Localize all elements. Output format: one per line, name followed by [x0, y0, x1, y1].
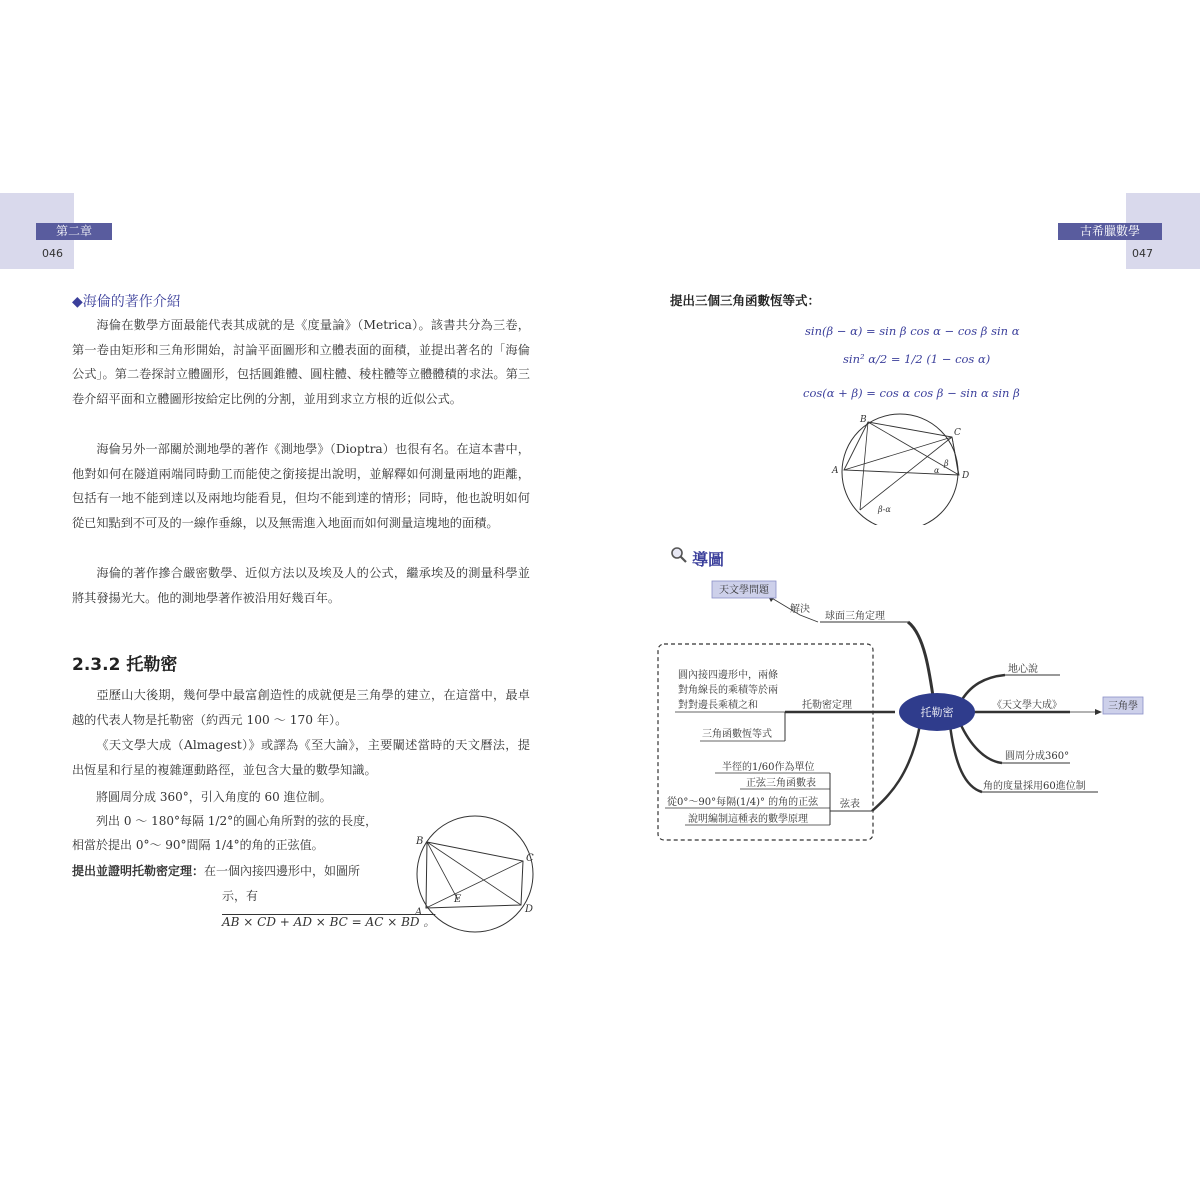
heron-paragraph-2: 海倫另外一部關於測地學的著作《測地學》（Dioptra）也很有名。在這本書中，他對如何在隧道兩端同時動工而能使之銜接提出說明，並解釋如何測量兩地的距離，包括有一地不能到達以及兩地均能看見，但均不能到達的情形；同時，他也說明如何從已知點到不可及的一線作垂線，以及無需進入地面而如何測量這塊地的面積。 [72, 442, 530, 530]
ptolemy-mindmap [650, 575, 1150, 845]
quadrilateral [426, 842, 523, 908]
geocentric-label: 地心說 [1008, 664, 1038, 675]
r-label-beta: β [944, 459, 949, 468]
label-a: A [415, 907, 423, 918]
chord-line-1: 列出 0 ～ 180°每隔 1/2°的圓心角所對的弦的長度， [96, 814, 378, 828]
identity-circle [842, 414, 958, 525]
trigonometry-label: 三角學 [1108, 701, 1138, 712]
map-title: 導圖 [692, 550, 725, 569]
theorem-text-2: 示，有 [222, 889, 259, 903]
arrow-trig [1095, 709, 1102, 715]
formula-3: cos(α + β) = cos α cos β − sin α sin β [803, 386, 1020, 400]
label-e: E [454, 894, 462, 905]
heron-paragraph-3: 海倫的著作摻合嚴密數學、近似方法以及埃及人的公式，繼承埃及的測量科學並將其發揚光大。他的測地學著作被沿用好幾百年。 [72, 566, 530, 605]
r-label-beta-minus-alpha: β-α [878, 505, 891, 514]
quad-text-1: 圓內接四邊形中，兩條 [678, 670, 778, 681]
branch-geocentric [960, 675, 1005, 703]
almagest-label: 《天文學大成》 [992, 700, 1062, 711]
r-label-d: D [962, 471, 970, 481]
chord-item-3: 從0°～90°每隔(1/4)° 的角的正弦 [667, 797, 819, 808]
quad-text-3: 對對邊長乘積之和 [678, 700, 758, 711]
chord-item-1: 半徑的1/60作為單位 [722, 762, 815, 773]
chord-item-4: 說明編制這種表的數學原理 [688, 814, 808, 825]
page-number-left: 046 [42, 247, 63, 260]
theorem-label: 提出並證明托勒密定理： [72, 864, 205, 878]
topic-label: 古希臘數學 [1058, 223, 1162, 240]
r-label-b: B [860, 415, 867, 425]
chapter-label: 第二章 [36, 223, 112, 240]
degree-line: 將圓周分成 360°，引入角度的 60 進位制。 [96, 790, 332, 804]
ptolemy-paragraph-2: 《天文學大成（Almagest）》或譯為《至大論》，主要闡述當時的天文曆法，提出恆星和行星的複雜運動路徑，並包含大量的數學知識。 [72, 738, 530, 777]
r-label-a: A [832, 466, 839, 476]
circle-360-label: 圓周分成360° [1005, 751, 1070, 762]
chord-line-2: 相當於提出 0°～ 90°間隔 1/4°的角的正弦值。 [72, 838, 324, 852]
theorem-formula: AB × CD + AD × BC = AC × BD 。 [222, 915, 436, 929]
heron-heading: ◆海倫的著作介紹 [72, 294, 181, 310]
r-label-alpha: α [934, 466, 940, 475]
page-number-right: 047 [1132, 247, 1153, 260]
identity-line-cd [952, 437, 958, 472]
segment-be [427, 842, 458, 900]
formula-1: sin(β − α) = sin β cos α − cos β sin α [805, 324, 1020, 338]
astronomy-problem-label: 天文學問題 [719, 585, 769, 596]
solve-label: 解決 [790, 604, 810, 615]
ptolemy-theorem-label: 托勒密定理 [802, 700, 852, 711]
sexagesimal-label: 角的度量採用60進位制 [983, 781, 1086, 792]
chord-item-2: 正弦三角函數表 [746, 778, 816, 789]
r-label-c: C [954, 428, 961, 438]
heron-paragraph-1: 海倫在數學方面最能代表其成就的是《度量論》（Metrica）。該書共分為三卷，第一卷由矩形和三角形開始，討論平面圖形和立體表面的面積，並提出著名的「海倫公式」。第二卷探討立體圖形，包括圓錐體、圓柱體、稜柱體等立體體積的求法。第三卷介紹平面和立體圖形按給定比例的分割，並用到求立方根的近似公式。 [72, 318, 530, 406]
formula-2: sin² α/2 = 1/2 (1 − cos α) [843, 352, 991, 366]
identity-quadrilateral [844, 422, 959, 475]
trig-identity-figure [830, 410, 970, 525]
label-d: D [525, 904, 534, 915]
ptolemy-quadrilateral-figure [410, 812, 540, 937]
theorem-line [72, 862, 360, 879]
branch-chord [872, 725, 920, 811]
chord-table-label: 弦表 [840, 799, 860, 810]
identities-title: 提出三個三角函數恆等式： [670, 293, 821, 308]
branch-circle [960, 723, 1002, 763]
label-b: B [416, 836, 424, 847]
center-node-label: 托勒密 [920, 706, 954, 719]
theorem-text-1: 在一個內接四邊形中，如圖所 [204, 864, 361, 878]
section-title: 2.3.2 托勒密 [72, 655, 178, 675]
spherical-label: 球面三角定理 [825, 611, 885, 622]
magnifier-icon [670, 546, 688, 564]
trig-identities-label: 三角函數恆等式 [702, 729, 772, 740]
quad-text-2: 對角線長的乘積等於兩 [678, 685, 778, 696]
ptolemy-paragraph-1: 亞歷山大後期，幾何學中最富創造性的成就便是三角學的建立，在這當中，最卓越的代表人物是托勒密（約西元 100 ～ 170 年）。 [72, 688, 530, 727]
label-c: C [526, 853, 534, 864]
